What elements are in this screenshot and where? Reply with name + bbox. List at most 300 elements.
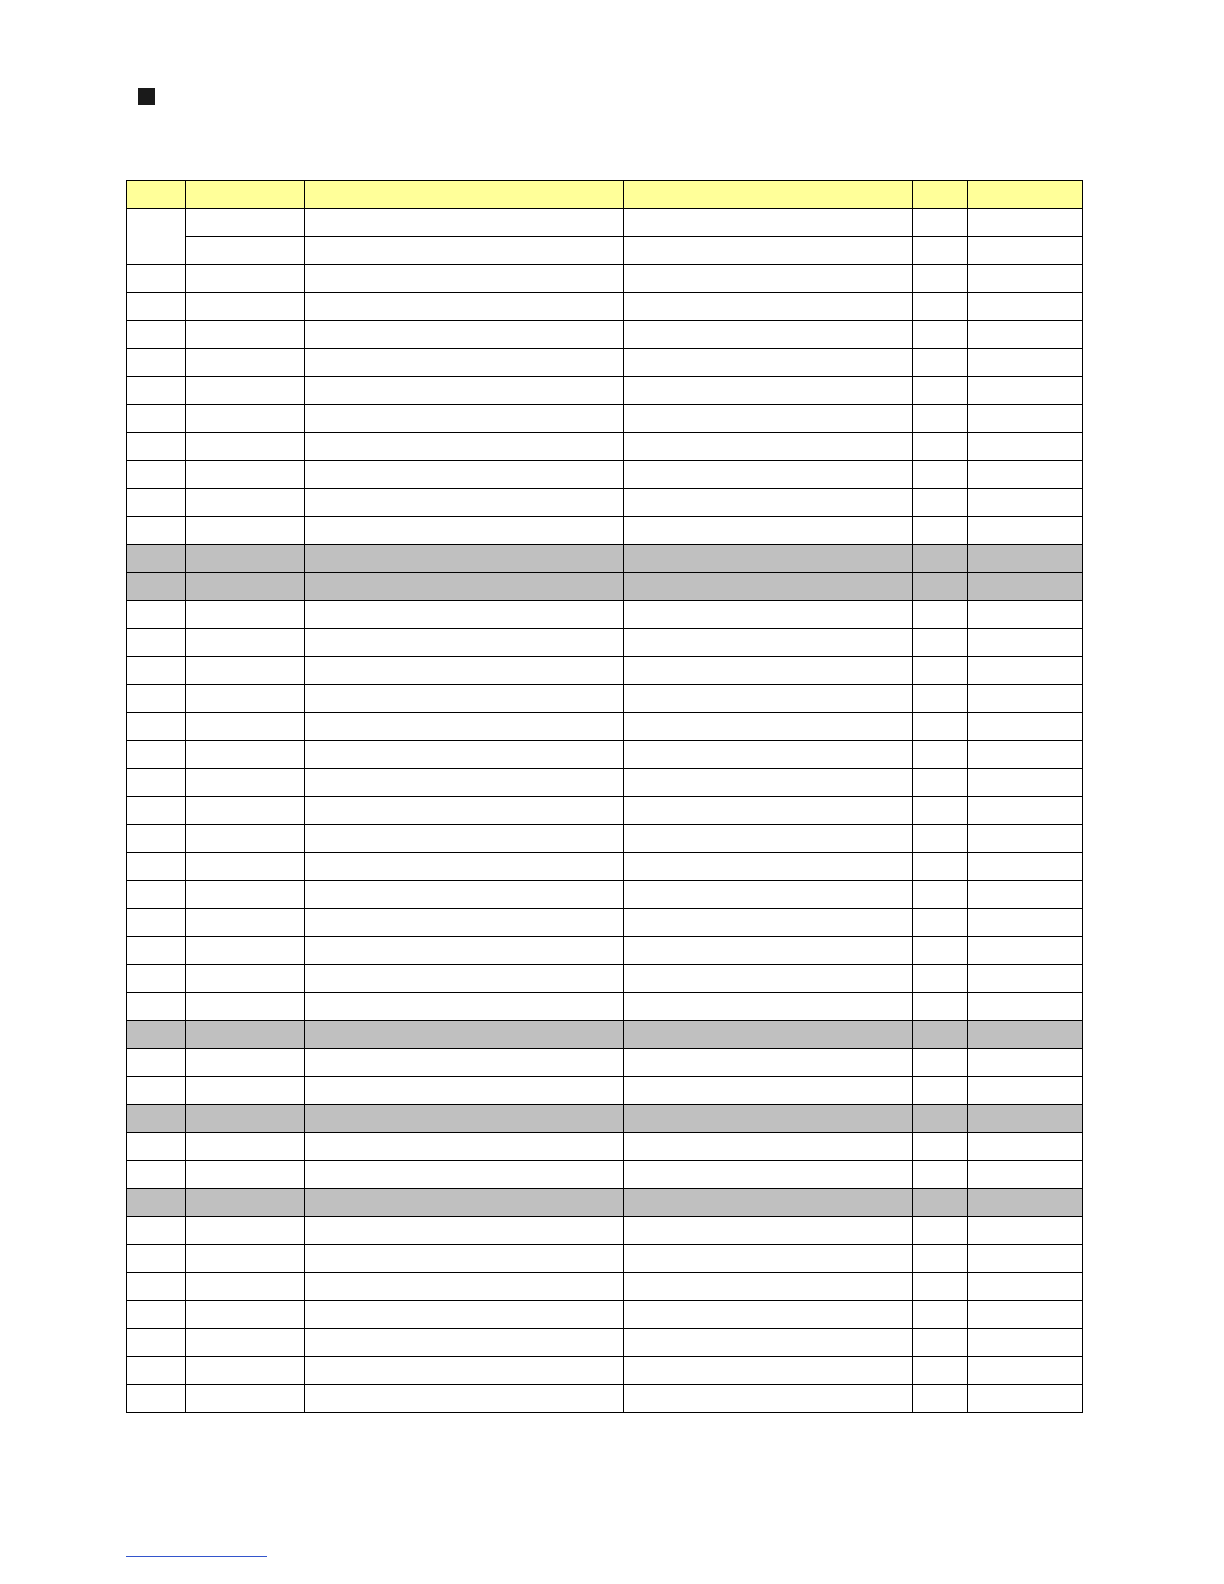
table-cell: [624, 713, 913, 741]
table-cell: [624, 461, 913, 489]
table-row: [127, 741, 1083, 769]
table-cell: [186, 489, 305, 517]
table-cell: [624, 685, 913, 713]
table-cell: [624, 349, 913, 377]
table-cell: [913, 1161, 968, 1189]
table-cell: [186, 573, 305, 601]
table-cell: [305, 237, 624, 265]
table-cell: [305, 265, 624, 293]
table-cell: [127, 1133, 186, 1161]
table-cell: [186, 237, 305, 265]
table-row: [127, 1021, 1083, 1049]
table-cell: [305, 1329, 624, 1357]
table-cell: [624, 1245, 913, 1273]
table-row: [127, 713, 1083, 741]
table-cell: [305, 1133, 624, 1161]
table-cell: [186, 1049, 305, 1077]
table-cell: [968, 489, 1083, 517]
table-cell: [913, 629, 968, 657]
table-cell: [186, 1217, 305, 1245]
table-cell: [127, 293, 186, 321]
table-cell: [968, 1133, 1083, 1161]
table-cell: [624, 1189, 913, 1217]
table-row: [127, 1329, 1083, 1357]
table-cell: [305, 713, 624, 741]
header-cell: [968, 181, 1083, 209]
table-cell: [624, 293, 913, 321]
table-cell: [624, 1049, 913, 1077]
table-cell: [968, 405, 1083, 433]
header-cell: [913, 181, 968, 209]
table-cell: [186, 937, 305, 965]
table-cell: [186, 769, 305, 797]
table-cell: [127, 517, 186, 545]
table-cell: [186, 1385, 305, 1413]
table-cell: [186, 1301, 305, 1329]
table-cell: [968, 1245, 1083, 1273]
table-row: [127, 265, 1083, 293]
table-row: [127, 1245, 1083, 1273]
table-cell: [624, 853, 913, 881]
table-cell: [913, 209, 968, 237]
table-cell: [968, 1273, 1083, 1301]
table-cell: [186, 797, 305, 825]
table-cell: [305, 1105, 624, 1133]
table-cell: [968, 825, 1083, 853]
table-cell: [305, 321, 624, 349]
table-cell: [624, 797, 913, 825]
table-cell: [127, 601, 186, 629]
table-cell: [968, 461, 1083, 489]
table-cell: [186, 853, 305, 881]
table-row: [127, 825, 1083, 853]
table-cell: [913, 377, 968, 405]
table-cell: [624, 1273, 913, 1301]
table-cell: [186, 825, 305, 853]
table-cell: [624, 881, 913, 909]
table-cell: [913, 713, 968, 741]
table-row: [127, 1385, 1083, 1413]
table-cell: [913, 741, 968, 769]
table-cell: [968, 1217, 1083, 1245]
table-cell: [127, 1161, 186, 1189]
table-cell: [127, 1189, 186, 1217]
table-cell: [186, 1021, 305, 1049]
table-row: [127, 545, 1083, 573]
table-cell: [127, 965, 186, 993]
table-cell: [305, 377, 624, 405]
table-cell: [624, 1105, 913, 1133]
table-row: [127, 405, 1083, 433]
table-cell: [305, 1021, 624, 1049]
table-cell: [127, 349, 186, 377]
table-cell: [305, 741, 624, 769]
table-cell: [968, 1329, 1083, 1357]
table-cell: [186, 293, 305, 321]
table-cell: [913, 1189, 968, 1217]
table-cell: [968, 993, 1083, 1021]
table-cell: [968, 741, 1083, 769]
table-cell: [624, 1385, 913, 1413]
table-cell: [624, 909, 913, 937]
table-cell: [968, 377, 1083, 405]
table-cell: [127, 825, 186, 853]
table-cell: [127, 685, 186, 713]
table-row: [127, 657, 1083, 685]
table-row: [127, 1189, 1083, 1217]
data-table: [126, 180, 1083, 1413]
table-cell: [305, 433, 624, 461]
table-cell: [913, 1329, 968, 1357]
table-cell: [127, 489, 186, 517]
table-cell: [186, 881, 305, 909]
table-cell: [305, 1245, 624, 1273]
table-cell: [913, 657, 968, 685]
table-row: [127, 517, 1083, 545]
table-cell: [127, 1217, 186, 1245]
table-cell: [305, 1301, 624, 1329]
table-row: [127, 293, 1083, 321]
table-cell: [186, 1077, 305, 1105]
link-underline[interactable]: [126, 1556, 267, 1557]
table-cell: [624, 1217, 913, 1245]
table-cell: [186, 349, 305, 377]
table-cell: [624, 1021, 913, 1049]
table-cell: [968, 573, 1083, 601]
table-cell: [624, 937, 913, 965]
table-cell: [186, 909, 305, 937]
table-cell: [624, 825, 913, 853]
table-cell: [127, 1301, 186, 1329]
table-cell: [186, 1357, 305, 1385]
table-row: [127, 965, 1083, 993]
table-cell: [305, 825, 624, 853]
table-row: [127, 1217, 1083, 1245]
table-cell: [624, 237, 913, 265]
table-cell: [968, 881, 1083, 909]
table-row: [127, 1105, 1083, 1133]
table-cell: [186, 461, 305, 489]
table-cell: [624, 657, 913, 685]
table-cell: [305, 685, 624, 713]
table-row: [127, 1161, 1083, 1189]
table-cell: [624, 741, 913, 769]
table-cell: [305, 461, 624, 489]
table-cell: [968, 1077, 1083, 1105]
table-cell: [968, 657, 1083, 685]
table-cell: [913, 517, 968, 545]
table-cell: [186, 405, 305, 433]
table-cell: [913, 993, 968, 1021]
table-cell: [305, 1189, 624, 1217]
table-cell: [127, 377, 186, 405]
table-cell: [127, 1021, 186, 1049]
table-cell: [968, 909, 1083, 937]
table-row: [127, 769, 1083, 797]
table-cell: [624, 601, 913, 629]
table-cell: [913, 1133, 968, 1161]
table-cell: [186, 601, 305, 629]
table-cell: [968, 629, 1083, 657]
table-cell: [186, 1105, 305, 1133]
table-cell: [127, 265, 186, 293]
table-cell: [127, 797, 186, 825]
table-cell: [624, 1077, 913, 1105]
table-cell: [305, 1273, 624, 1301]
table-header-row: [127, 181, 1083, 209]
table-cell: [127, 209, 186, 265]
table-row: [127, 1357, 1083, 1385]
table-cell: [913, 1217, 968, 1245]
table-cell: [186, 657, 305, 685]
table-cell: [968, 713, 1083, 741]
table-cell: [968, 265, 1083, 293]
table-row: [127, 685, 1083, 713]
header-cell: [305, 181, 624, 209]
table-cell: [127, 1077, 186, 1105]
table-cell: [305, 1385, 624, 1413]
table-cell: [305, 993, 624, 1021]
table-cell: [305, 853, 624, 881]
table-cell: [305, 209, 624, 237]
header-cell: [624, 181, 913, 209]
table-row: [127, 881, 1083, 909]
table-cell: [968, 937, 1083, 965]
table-cell: [624, 405, 913, 433]
table-row: [127, 1273, 1083, 1301]
table-row: [127, 601, 1083, 629]
table-cell: [968, 1301, 1083, 1329]
table-cell: [186, 1161, 305, 1189]
table-row: [127, 1301, 1083, 1329]
table-cell: [913, 1357, 968, 1385]
table-cell: [305, 573, 624, 601]
table-cell: [968, 293, 1083, 321]
table-cell: [186, 685, 305, 713]
table-row: [127, 1077, 1083, 1105]
table-cell: [913, 965, 968, 993]
table-cell: [913, 881, 968, 909]
table-cell: [968, 1105, 1083, 1133]
table-cell: [127, 1273, 186, 1301]
table-cell: [624, 545, 913, 573]
table-cell: [305, 769, 624, 797]
table-cell: [127, 657, 186, 685]
table-row: [127, 377, 1083, 405]
table-cell: [305, 657, 624, 685]
table-cell: [968, 237, 1083, 265]
table-cell: [186, 209, 305, 237]
table-row: [127, 993, 1083, 1021]
table-cell: [624, 993, 913, 1021]
table-cell: [968, 209, 1083, 237]
table-cell: [624, 489, 913, 517]
table-row: [127, 797, 1083, 825]
table-cell: [624, 377, 913, 405]
table-cell: [913, 685, 968, 713]
table-cell: [968, 545, 1083, 573]
table-cell: [305, 937, 624, 965]
table-cell: [186, 965, 305, 993]
table-cell: [186, 1189, 305, 1217]
table-cell: [913, 797, 968, 825]
table-cell: [305, 797, 624, 825]
table-cell: [305, 1161, 624, 1189]
table-cell: [127, 1357, 186, 1385]
table-cell: [624, 433, 913, 461]
table-cell: [186, 321, 305, 349]
table-cell: [913, 1301, 968, 1329]
table-cell: [624, 965, 913, 993]
table-cell: [624, 1357, 913, 1385]
table-cell: [913, 825, 968, 853]
table-cell: [968, 1021, 1083, 1049]
table-cell: [186, 713, 305, 741]
table-row: [127, 1049, 1083, 1077]
table-cell: [127, 545, 186, 573]
table-cell: [127, 1049, 186, 1077]
table-cell: [186, 1329, 305, 1357]
table-row: [127, 321, 1083, 349]
table-row: [127, 209, 1083, 237]
table-cell: [305, 1049, 624, 1077]
table-cell: [305, 909, 624, 937]
table-cell: [305, 629, 624, 657]
table-row: [127, 937, 1083, 965]
table-cell: [913, 1077, 968, 1105]
table-cell: [186, 377, 305, 405]
table-cell: [913, 769, 968, 797]
table-cell: [127, 741, 186, 769]
table-cell: [968, 1385, 1083, 1413]
table-cell: [913, 1273, 968, 1301]
table-row: [127, 489, 1083, 517]
table-cell: [968, 1189, 1083, 1217]
table-cell: [968, 1357, 1083, 1385]
table-cell: [186, 517, 305, 545]
table-cell: [913, 489, 968, 517]
table-cell: [624, 1329, 913, 1357]
table-cell: [127, 713, 186, 741]
table-cell: [913, 545, 968, 573]
table-cell: [624, 321, 913, 349]
table-cell: [186, 629, 305, 657]
table-cell: [968, 1161, 1083, 1189]
table-cell: [913, 433, 968, 461]
table-cell: [305, 601, 624, 629]
table-cell: [968, 1049, 1083, 1077]
table-cell: [127, 909, 186, 937]
table-cell: [127, 937, 186, 965]
table-cell: [305, 517, 624, 545]
table-cell: [305, 965, 624, 993]
table-cell: [913, 349, 968, 377]
table-cell: [305, 545, 624, 573]
table-cell: [127, 993, 186, 1021]
table-cell: [305, 349, 624, 377]
table-cell: [913, 265, 968, 293]
table-cell: [624, 209, 913, 237]
table-cell: [127, 405, 186, 433]
table-cell: [186, 1273, 305, 1301]
table-cell: [968, 601, 1083, 629]
table-cell: [913, 937, 968, 965]
table-cell: [913, 853, 968, 881]
table-cell: [127, 1329, 186, 1357]
table-cell: [305, 293, 624, 321]
table-cell: [913, 461, 968, 489]
table-cell: [305, 489, 624, 517]
square-bullet-icon: [138, 88, 155, 105]
table-cell: [186, 265, 305, 293]
header-cell: [186, 181, 305, 209]
table-cell: [968, 433, 1083, 461]
table-cell: [624, 769, 913, 797]
table-cell: [913, 405, 968, 433]
table-cell: [968, 965, 1083, 993]
table-cell: [913, 237, 968, 265]
table-cell: [913, 1021, 968, 1049]
table-cell: [127, 881, 186, 909]
table-cell: [968, 321, 1083, 349]
table-cell: [186, 545, 305, 573]
table-row: [127, 461, 1083, 489]
table-row: [127, 909, 1083, 937]
table-cell: [127, 1105, 186, 1133]
table-row: [127, 1133, 1083, 1161]
table-row: [127, 349, 1083, 377]
table-cell: [127, 629, 186, 657]
table-row: [127, 237, 1083, 265]
table-row: [127, 433, 1083, 461]
table-cell: [968, 349, 1083, 377]
table-cell: [968, 685, 1083, 713]
table-cell: [624, 265, 913, 293]
table-cell: [186, 741, 305, 769]
table-cell: [305, 1077, 624, 1105]
table-cell: [968, 769, 1083, 797]
table-cell: [624, 1133, 913, 1161]
table-body: [127, 209, 1083, 1413]
table-cell: [913, 321, 968, 349]
table-cell: [127, 321, 186, 349]
table-row: [127, 629, 1083, 657]
table-cell: [913, 573, 968, 601]
table-cell: [913, 1049, 968, 1077]
table-cell: [913, 1245, 968, 1273]
header-cell: [127, 181, 186, 209]
table-cell: [127, 433, 186, 461]
table-cell: [186, 1245, 305, 1273]
table-cell: [127, 461, 186, 489]
table-cell: [127, 1385, 186, 1413]
table-cell: [305, 405, 624, 433]
table-cell: [186, 993, 305, 1021]
table-cell: [127, 769, 186, 797]
table-cell: [624, 1301, 913, 1329]
table-cell: [968, 797, 1083, 825]
table-cell: [968, 517, 1083, 545]
table-row: [127, 853, 1083, 881]
table-cell: [913, 601, 968, 629]
table-cell: [305, 1217, 624, 1245]
table-cell: [127, 853, 186, 881]
table-cell: [127, 573, 186, 601]
table-cell: [624, 517, 913, 545]
table-cell: [624, 1161, 913, 1189]
table-cell: [624, 629, 913, 657]
table-cell: [186, 1133, 305, 1161]
